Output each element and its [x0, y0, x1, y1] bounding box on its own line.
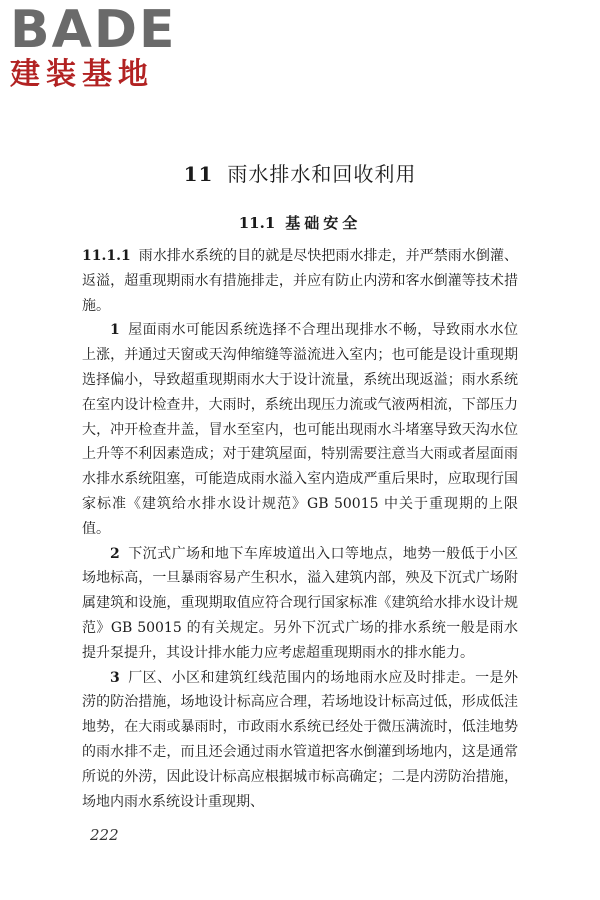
item-number: 1 [110, 322, 120, 339]
chapter-title-text: 雨水排水和回收利用 [227, 162, 417, 186]
list-item [82, 318, 518, 541]
list-item [82, 666, 518, 815]
logo-mark: BADE [10, 0, 177, 60]
chapter-number: 11 [183, 162, 214, 186]
section-number: 11.1 [238, 214, 276, 232]
section-title-text: 基础安全 [285, 214, 362, 232]
clause-text: 雨水排水系统的目的就是尽快把雨水排走，并严禁雨水倒灌、返溢，超重现期雨水有措施排走，并应有防止内涝和客水倒灌等技术措施。 [82, 248, 518, 314]
item-text: 下沉式广场和地下车库坡道出入口等地点，地势一般低于小区场地标高，一旦暴雨容易产生积水，溢入建筑内部，殃及下沉式广场附属建筑和设施，重现期取值应符合现行国家标准《建筑给水排水设计规范》GB 50015 的有关规定。另外下沉式广场的排水系统一般是雨水提升泵提升，其设计排水能力应考虑超重现期雨水的排水能力。 [82, 545, 518, 661]
logo [10, 0, 185, 92]
page-number: 222 [90, 826, 119, 844]
item-number: 3 [110, 669, 120, 686]
logo-subtitle: 建装基地 [10, 57, 154, 92]
list-item [82, 542, 518, 666]
item-text: 厂区、小区和建筑红线范围内的场地雨水应及时排走。一是外涝的防治措施，场地设计标高应合理，若场地设计标高过低，形成低洼地势，在大雨或暴雨时，市政雨水系统已经处于微压满流时，低洼地势的雨水排不走，而且还会通过雨水管道把客水倒灌到场地内，这是通常所说的外涝，因此设计标高应根据城市标高确定；二是内涝防治措施，场地内雨水系统设计重现期、 [82, 669, 518, 810]
item-number: 2 [110, 545, 120, 562]
item-text: 屋面雨水可能因系统选择不合理出现排水不畅，导致雨水水位上涨，并通过天窗或天沟伸缩缝等溢流进入室内；也可能是设计重现期选择偏小，导致超重现期雨水大于设计流量，系统出现返溢；雨水系统在室内设计检查井，大雨时，系统出现压力流或气液两相流，下部压力大，冲开检查井盖，冒水至室内，也可能出现雨水斗堵塞导致天沟水位上升等不利因素造成；对于建筑屋面，特别需要注意当大雨或者屋面雨水排水系统阻塞，可能造成雨水溢入室内造成严重后果时，应取现行国家标准《建筑给水排水设计规范》GB 50015 中关于重现期的上限值。 [82, 322, 518, 537]
section-title [0, 212, 600, 234]
clause-paragraph [82, 244, 518, 318]
body-text [82, 244, 518, 814]
clause-number: 11.1.1 [82, 248, 131, 264]
chapter-title [0, 160, 600, 188]
